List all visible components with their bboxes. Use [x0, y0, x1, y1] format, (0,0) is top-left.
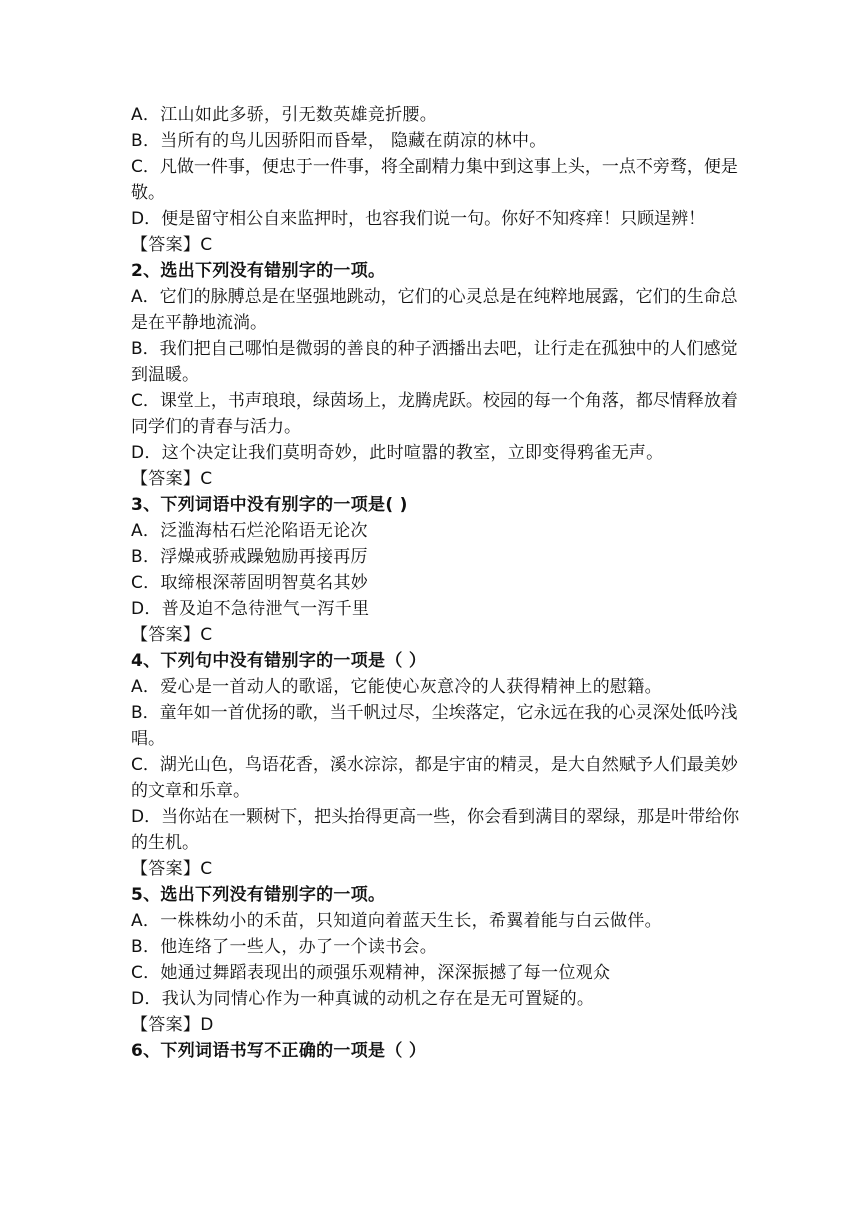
q4-option-a: A．爱心是一首动人的歌谣，它能使心灰意冷的人获得精神上的慰籍。 — [131, 677, 662, 697]
q3-option-c: C．取缔根深蒂固明智莫名其妙 — [131, 573, 369, 593]
q5-option-b: B．他连络了一些人，办了一个读书会。 — [131, 937, 438, 957]
q1-option-a: A．江山如此多骄，引无数英雄竞折腰。 — [131, 105, 438, 125]
q6-title: 6、下列词语书写不正确的一项是（ ） — [131, 1041, 427, 1061]
q4-title: 4、下列句中没有错别字的一项是（ ） — [131, 651, 427, 671]
q3-option-d: D．普及迫不急待泄气一泻千里 — [131, 599, 370, 619]
q1-option-c: C．凡做一件事，便忠于一件事，将全副精力集中到这事上头，一点不旁骛，便是敬。 — [131, 157, 738, 203]
q2-option-a: A．它们的脉膊总是在坚强地跳动，它们的心灵总是在纯粹地展露，它们的生命总是在平静地流淌。 — [131, 287, 738, 333]
q4-option-c: C．湖光山色，鸟语花香，溪水淙淙，都是宇宙的精灵，是大自然赋予人们最美妙的文章和乐章。 — [131, 755, 738, 801]
q3-option-b: B．浮燥戒骄戒躁勉励再接再厉 — [131, 547, 368, 567]
q5-option-a: A．一株株幼小的禾苗，只知道向着蓝天生长，希翼着能与白云做伴。 — [131, 911, 662, 931]
document-page — [131, 102, 741, 1064]
q5-option-d: D．我认为同情心作为一种真诚的动机之存在是无可置疑的。 — [131, 989, 595, 1009]
q3-answer: 【答案】C — [131, 625, 213, 645]
q4-option-b: B．童年如一首优扬的歌，当千帆过尽，尘埃落定，它永远在我的心灵深处低吟浅唱。 — [131, 703, 738, 749]
q4-option-d: D．当你站在一颗树下，把头抬得更高一些，你会看到满目的翠绿，那是叶带给你的生机。 — [131, 807, 740, 853]
q2-option-c: C．课堂上，书声琅琅，绿茵场上，龙腾虎跃。校园的每一个角落，都尽情释放着同学们的青春与活力。 — [131, 391, 738, 437]
q4-answer: 【答案】C — [131, 859, 213, 879]
q2-option-b: B．我们把自己哪怕是微弱的善良的种子洒播出去吧，让行走在孤独中的人们感觉到温暖。 — [131, 339, 738, 385]
q2-title: 2、选出下列没有错别字的一项。 — [131, 261, 386, 281]
q3-title: 3、下列词语中没有别字的一项是( ) — [131, 495, 408, 515]
q5-option-c: C．她通过舞蹈表现出的顽强乐观精神，深深振撼了每一位观众 — [131, 963, 611, 983]
q1-option-d: D．便是留守相公自来监押时，也容我们说一句。你好不知疼痒！只顾逞辨！ — [131, 209, 706, 229]
q2-answer: 【答案】C — [131, 469, 213, 489]
q2-option-d: D．这个决定让我们莫明奇妙，此时喧嚣的教室，立即变得鸦雀无声。 — [131, 443, 664, 463]
q5-title: 5、选出下列没有错别字的一项。 — [131, 885, 386, 905]
q5-answer: 【答案】D — [131, 1015, 214, 1035]
q3-option-a: A．泛滥海枯石烂沦陷语无论次 — [131, 521, 368, 541]
q1-option-b: B．当所有的鸟儿因骄阳而昏晕， 隐藏在荫凉的林中。 — [131, 131, 547, 151]
q1-answer: 【答案】C — [131, 235, 213, 255]
